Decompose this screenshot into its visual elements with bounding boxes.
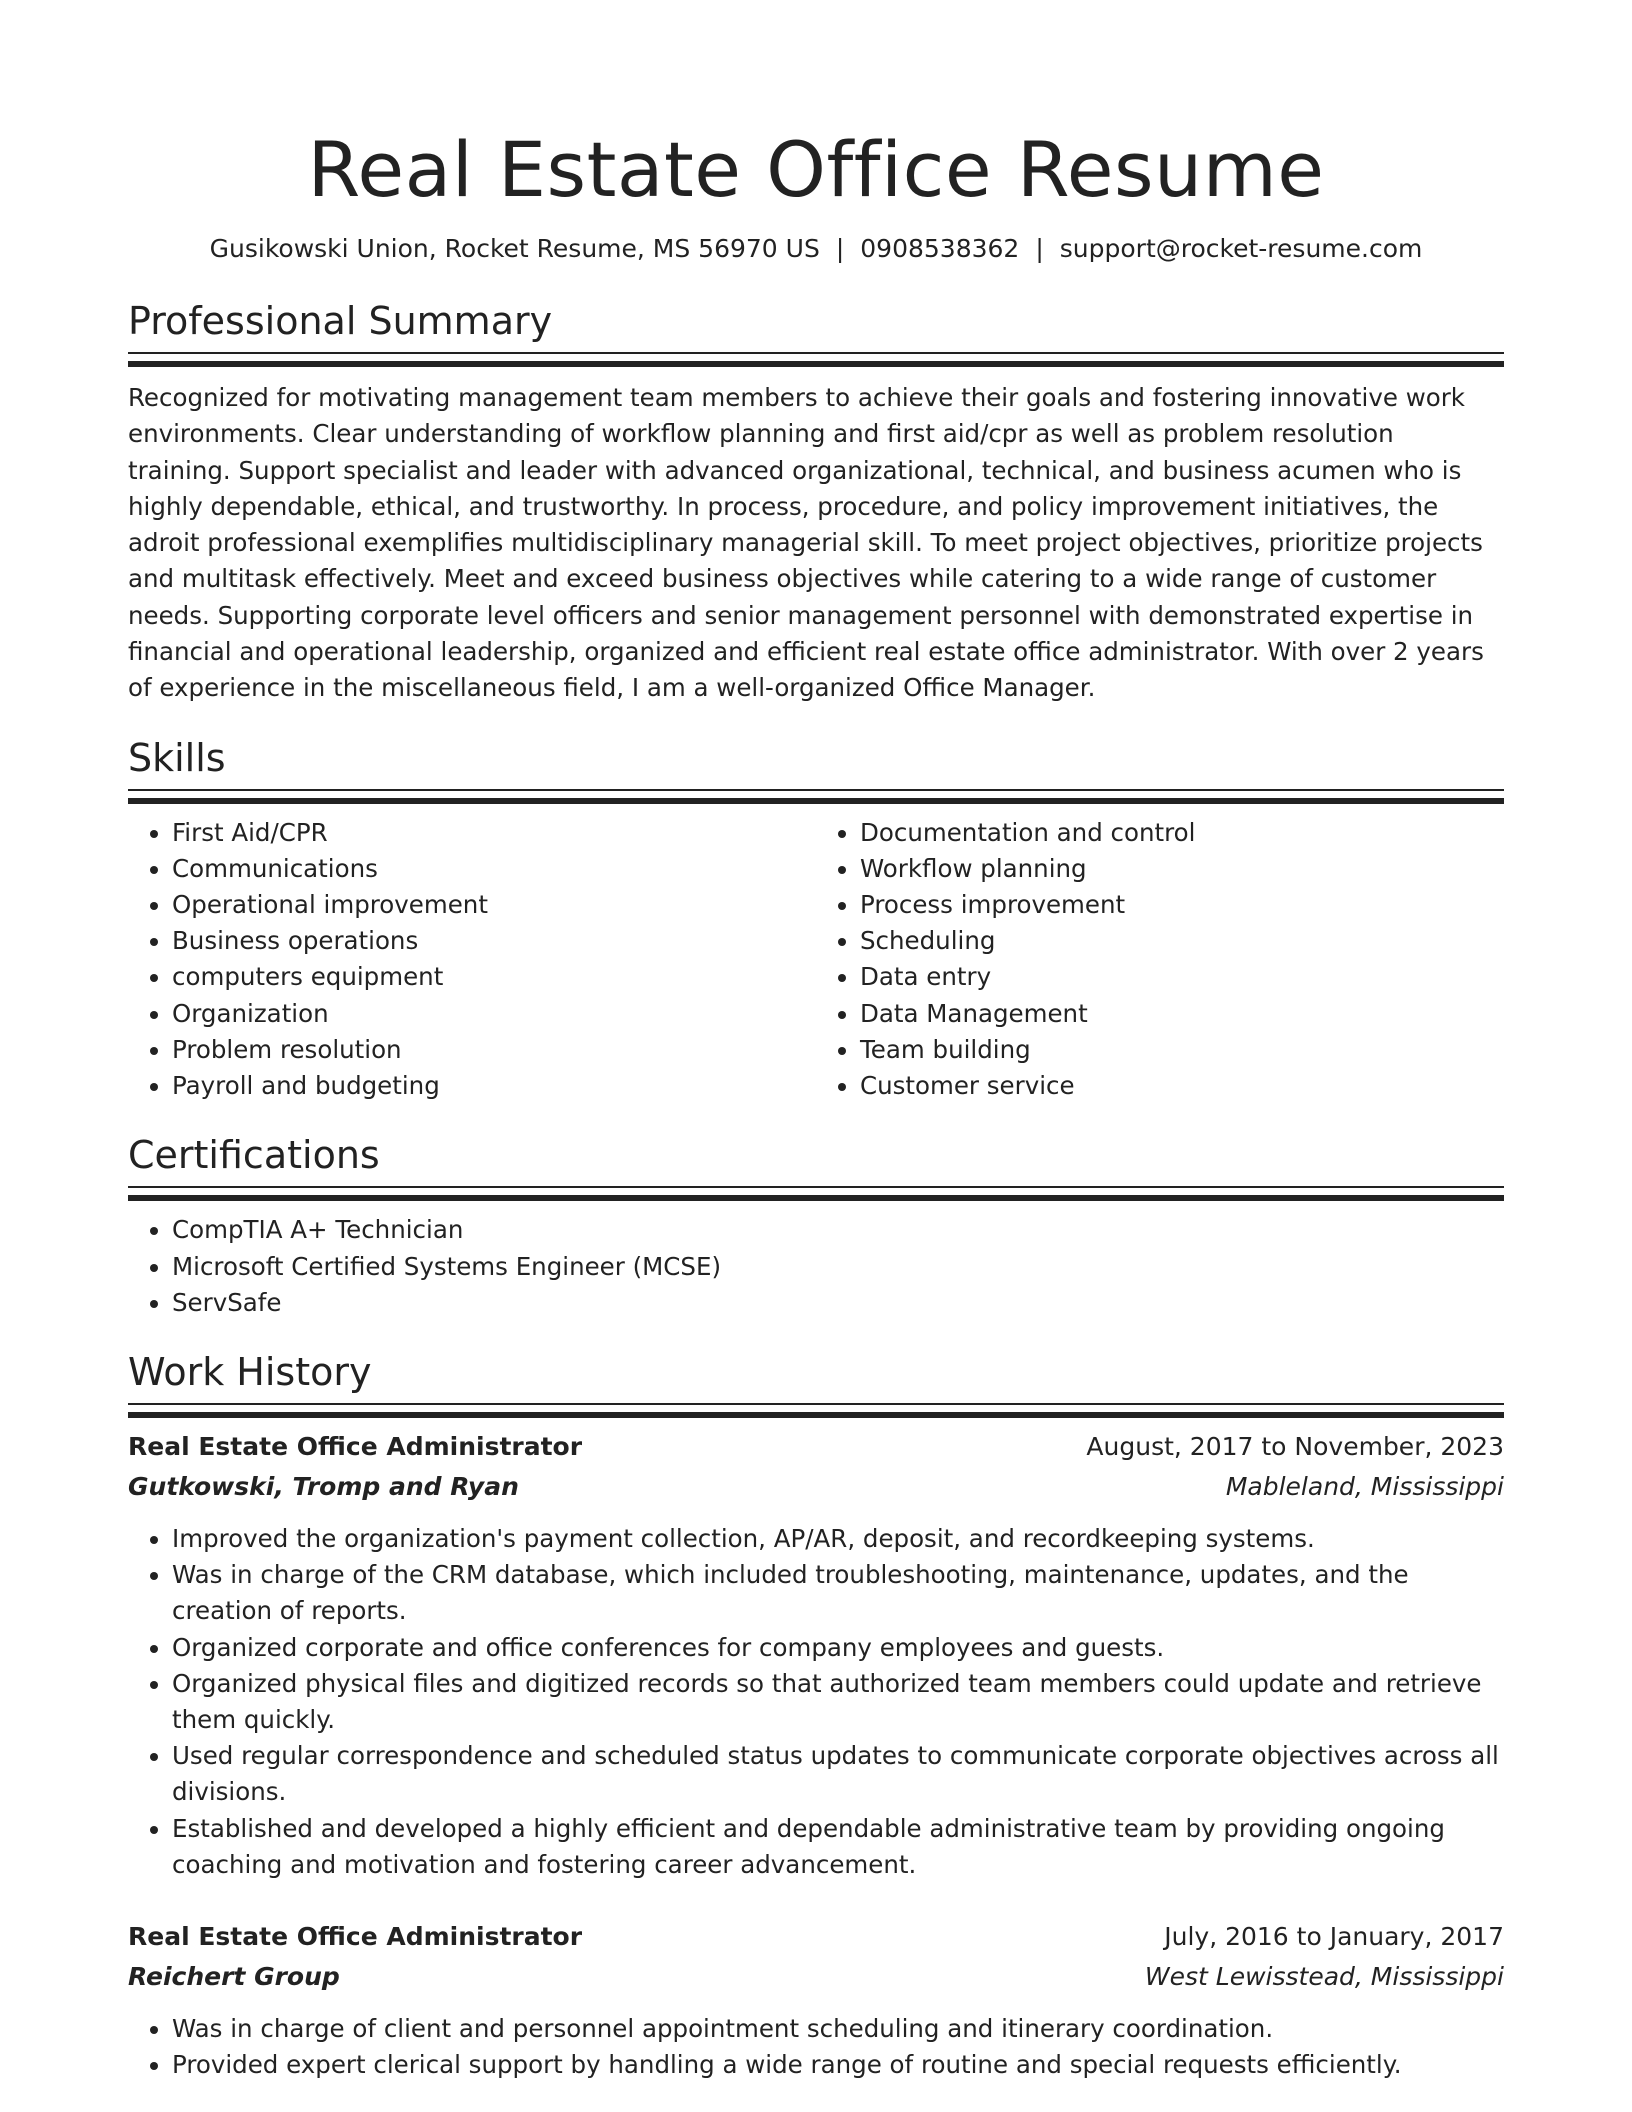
skill-item: • Scheduling (860, 923, 1504, 959)
contact-line (128, 232, 1504, 266)
section-heading-certifications: Certifications (128, 1133, 380, 1178)
section-divider (128, 789, 1504, 801)
skill-item: • First Aid/CPR (172, 815, 816, 851)
job-duty-item: • Improved the organization's payment collection, AP/AR, deposit, and recordkeeping systems. (172, 1521, 1504, 1557)
summary-paragraph: Recognized for motivating management team members to achieve their goals and fostering innovative work environments. Clear understanding of workflow planning and first aid/cpr as well as problem resolution training. Support specialist and leader with advanced organizational, technical, and business acumen who is highly dependable, ethical, and trustworthy. In process, procedure, and policy improvement initiatives, the adroit professional exemplifies multidisciplinary managerial skill. To meet project objectives, prioritize projects and multitask effectively. Meet and exceed business objectives while catering to a wide range of customer needs. Supporting corporate level officers and senior management personnel with demonstrated expertise in financial and operational leadership, organized and efficient real estate office administrator. With over 2 years of experience in the miscellaneous field, I am a well-organized Office Manager. (128, 383, 1484, 703)
job-duties-list (128, 1521, 1504, 1883)
skill-item: • Process improvement (860, 887, 1504, 923)
skills-list-left (128, 815, 816, 1105)
contact-phone: 0908538362 (860, 234, 1020, 263)
certification-item: • CompTIA A+ Technician (172, 1212, 1504, 1248)
section-divider (128, 1403, 1504, 1415)
skill-item: • Problem resolution (172, 1032, 816, 1068)
skill-item: • Business operations (172, 923, 816, 959)
resume-page (128, 0, 1504, 2083)
job-title: Real Estate Office Administrator (128, 1921, 583, 1951)
skill-item: • Customer service (860, 1068, 1504, 1104)
certification-item: • Microsoft Certified Systems Engineer (MCSE) (172, 1249, 1504, 1285)
job-company: Gutkowski, Tromp and Ryan (128, 1471, 519, 1501)
job-duty-item: • Established and developed a highly efficient and dependable administrative team by providing ongoing coaching and motivation and fostering career advancement. (172, 1811, 1504, 1883)
skill-item: • computers equipment (172, 959, 816, 995)
skill-item: • Payroll and budgeting (172, 1068, 816, 1104)
contact-separator: | (1035, 234, 1044, 263)
section-heading-skills: Skills (128, 735, 226, 780)
skill-item: • Organization (172, 996, 816, 1032)
skills-grid (128, 815, 1504, 1105)
contact-address: Gusikowski Union, Rocket Resume, MS 56970 US (209, 234, 820, 263)
section-divider (128, 352, 1504, 364)
skill-item: • Data Management (860, 996, 1504, 1032)
certifications-list (128, 1212, 1504, 1321)
skill-item: • Operational improvement (172, 887, 816, 923)
summary-section (128, 296, 1504, 707)
section-heading-summary: Professional Summary (128, 299, 553, 343)
work-history-section (128, 1347, 1504, 2083)
job-duties-list (128, 2011, 1504, 2083)
job-duty-item: • Organized corporate and office conferences for company employees and guests. (172, 1630, 1504, 1666)
job-duty-item: • Provided expert clerical support by handling a wide range of routine and special requests efficiently. (172, 2047, 1504, 2083)
job-duty-item: • Organized physical files and digitized records so that authorized team members could update and retrieve them quickly. (172, 1666, 1504, 1738)
job-duty-item: • Was in charge of the CRM database, which included troubleshooting, maintenance, updates, and the creation of reports. (172, 1557, 1504, 1629)
section-heading-work-history: Work History (128, 1349, 372, 1394)
job-location: West Lewisstead, Mississippi (1144, 1961, 1504, 1991)
job-dates: July, 2016 to January, 2017 (1164, 1921, 1504, 1951)
job-company: Reichert Group (128, 1961, 340, 1991)
job-subheader (128, 1957, 1504, 1997)
section-divider (128, 1186, 1504, 1198)
job-header (128, 1427, 1504, 1467)
job-entry (128, 1917, 1504, 2083)
job-entry (128, 1427, 1504, 1883)
contact-email[interactable]: support@rocket-resume.com (1059, 234, 1423, 263)
resume-title: Real Estate Office Resume (307, 125, 1325, 214)
job-location: Mableland, Mississippi (1225, 1471, 1504, 1501)
skills-list-right (816, 815, 1504, 1105)
contact-separator: | (835, 234, 845, 263)
skill-item: • Team building (860, 1032, 1504, 1068)
job-header (128, 1917, 1504, 1957)
skill-item: • Communications (172, 851, 816, 887)
certifications-section (128, 1130, 1504, 1321)
job-dates: August, 2017 to November, 2023 (1086, 1431, 1504, 1461)
job-duty-item: • Was in charge of client and personnel appointment scheduling and itinerary coordination. (172, 2011, 1504, 2047)
job-title: Real Estate Office Administrator (128, 1431, 583, 1461)
job-duty-item: • Used regular correspondence and scheduled status updates to communicate corporate objectives across all divisions. (172, 1738, 1504, 1810)
skill-item: • Documentation and control (860, 815, 1504, 851)
skill-item: • Workflow planning (860, 851, 1504, 887)
skills-section (128, 733, 1504, 1105)
certification-item: • ServSafe (172, 1285, 1504, 1321)
skill-item: • Data entry (860, 959, 1504, 995)
job-subheader (128, 1467, 1504, 1507)
